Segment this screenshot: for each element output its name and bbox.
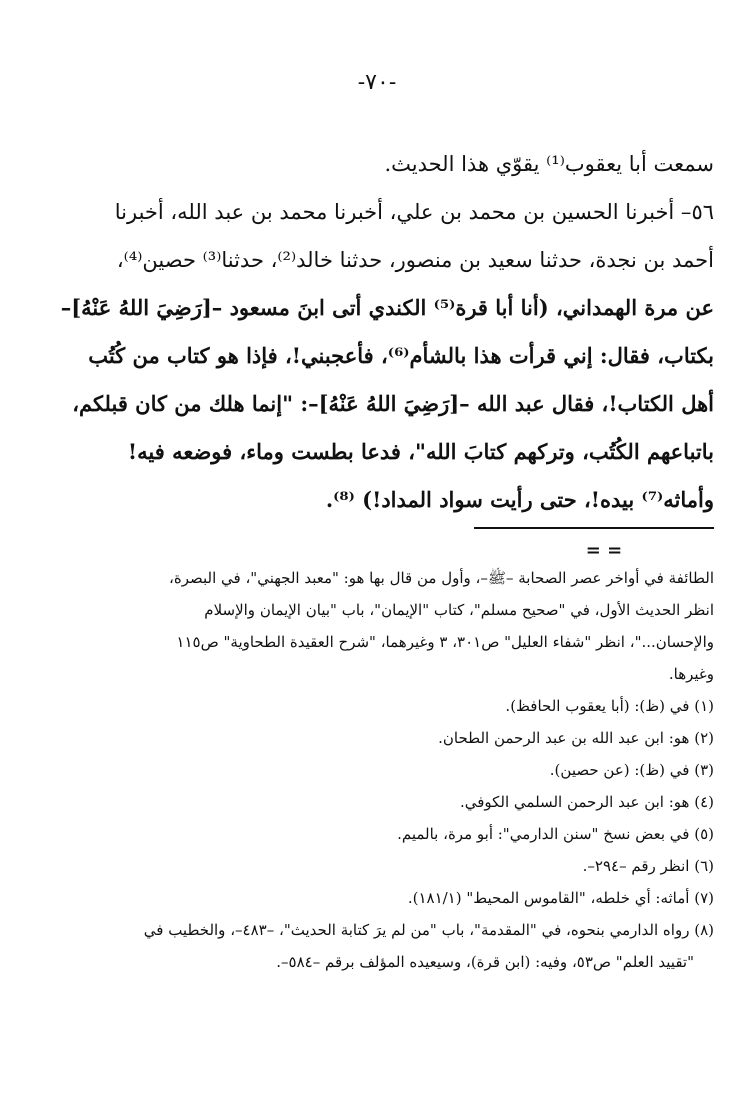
footnote-line: (٥) في بعض نسخ "سنن الدارمي": أبو مرة، بالميم. — [397, 825, 714, 843]
footnote-line: "تقييد العلم" ص٥٣، وفيه: (ابن قرة)، وسيعيده المؤلف برقم –٥٨٤–. — [276, 953, 694, 971]
footnote-line: الطائفة في أواخر عصر الصحابة –ﷺ–، وأول من قال بها هو: "معبد الجهني"، في البصرة، — [169, 569, 714, 587]
footnote-line: (٣) في (ظ): (عن حصين). — [549, 761, 714, 779]
footnote-line: (٧) أماثه: أي خلطه، "القاموس المحيط" (١٨١/١). — [407, 889, 714, 907]
footnotes — [34, 562, 714, 978]
main-line: باتباعهم الكُتُب، وتركهم كتابَ الله"، فدعا بطست وماء، فوضعه فيه! — [127, 439, 714, 464]
main-line: أهل الكتاب!، فقال عبد الله –[رَضِيَ اللهُ عَنْهُ]–: "إنما هلك من كان قبلكم، — [72, 391, 714, 416]
footnote-line: (٤) هو: ابن عبد الرحمن السلمي الكوفي. — [459, 793, 714, 811]
footnote-line: انظر الحديث الأول، في "صحيح مسلم"، كتاب "الإيمان"، باب "بيان الإيمان والإسلام — [204, 601, 714, 619]
page-number: -٧٠- — [357, 70, 397, 95]
main-line: وأماثه⁽⁷⁾ بيده!، حتى رأيت سواد المداد!) ⁽⁸⁾. — [325, 487, 714, 512]
main-line: سمعت أبا يعقوب⁽¹⁾ يقوّي هذا الحديث. — [384, 152, 714, 176]
main-line: ٥٦– أخبرنا الحسين بن محمد بن علي، أخبرنا محمد بن عبد الله، أخبرنا — [114, 200, 714, 224]
footnote-line: والإحسان..."، انظر "شفاء العليل" ص٣٠١، ٣ وغيرهما، "شرح العقيدة الطحاوية" ص١١٥ — [176, 633, 714, 651]
main-line: بكتاب، فقال: إني قرأت هذا بالشأم⁽⁶⁾، فأعجبني!، فإذا هو كتاب من كُتُب — [88, 343, 714, 368]
footnote-line: (١) في (ظ): (أبا يعقوب الحافظ). — [505, 697, 714, 715]
main-line: عن مرة الهمداني، (أنا أبا قرة⁽⁵⁾ الكندي أتى ابنَ مسعود –[رَضِيَ اللهُ عَنْهُ]– — [60, 295, 714, 320]
footnote-line: (٨) رواه الدارمي بنحوه، في "المقدمة"، باب "من لم يرَ كتابة الحديث"، –٤٨٣–، والخطيب في — [143, 921, 714, 939]
main-line: أحمد بن نجدة، حدثنا سعيد بن منصور، حدثنا خالد⁽²⁾، حدثنا⁽³⁾ حصين⁽⁴⁾، — [116, 248, 714, 272]
footnote-separator — [474, 527, 714, 529]
footnote-line: وغيرها. — [668, 665, 714, 683]
footnote-line: (٦) انظر رقم –٢٩٤–. — [582, 857, 714, 875]
continuation-mark: = = — [585, 540, 623, 561]
footnote-line: (٢) هو: ابن عبد الله بن عبد الرحمن الطحان. — [438, 729, 714, 747]
main-text — [34, 140, 714, 524]
